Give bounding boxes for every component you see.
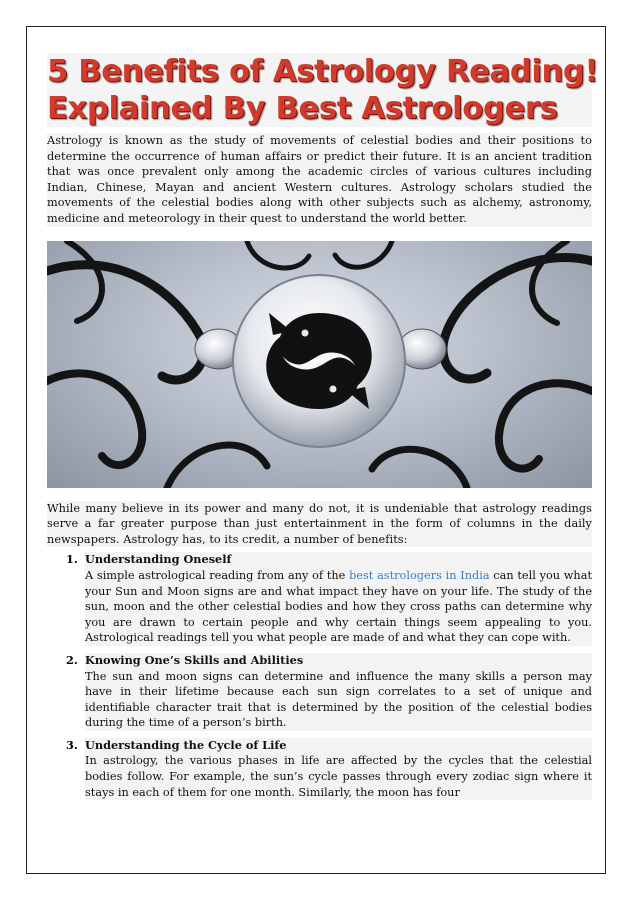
- list-item-title: Understanding Oneself: [85, 552, 592, 568]
- title-line-1: 5 Benefits of Astrology Reading!: [47, 54, 599, 89]
- list-item: [66, 552, 592, 646]
- benefits-list: [47, 552, 592, 800]
- body-text: A simple astrological reading from any of the: [85, 568, 350, 582]
- list-number: 3.: [66, 737, 78, 752]
- list-item-title: Knowing One’s Skills and Abilities: [85, 653, 592, 669]
- list-item-body: In astrology, the various phases in life are affected by the cycles that the celestial bodies follow. For example, the sun’s cycle passes through every zodiac sign where it stays in each of them for one month. Similarly, the moon has four: [85, 754, 592, 799]
- document-title: [47, 53, 599, 127]
- list-number: 2.: [66, 652, 78, 667]
- document-page: [47, 53, 599, 807]
- title-line-2: Explained By Best Astrologers: [47, 91, 558, 126]
- pisces-illustration: [47, 241, 592, 488]
- intro-paragraph: Astrology is known as the study of movements of celestial bodies and their positions to determine the occurrence of human affairs or predict their future. It is an ancient tradition that was once prevalent only among the academic circles of various cultures including Indian, Chinese, Mayan and ancient Western cultures. Astrology scholars studied the movements of the celestial bodies along with other subjects such as alchemy, astronomy, medicine and meteorology in their quest to understand the world better.: [47, 134, 592, 225]
- list-item-body: The sun and moon signs can determine and influence the many skills a person may have in their lifetime because each sun sign correlates to a set of unique and identifiable character trait that is determined by the position of the celestial bodies during the time of a person’s birth.: [85, 669, 592, 730]
- list-item-title: Understanding the Cycle of Life: [85, 738, 592, 754]
- body-text: can tell you what your Sun and Moon signs are and what impact they have on your life. The study of the sun, moon and the other celestial bodies and how they cross paths can determine why you are drawn to certain people and why certain things seem appealing to you. Astrological readings tell you what people are made of and what they can cope with.: [85, 568, 592, 645]
- list-number: 1.: [66, 552, 78, 567]
- pisces-symbol-image: [47, 241, 592, 488]
- list-item-body: [85, 568, 592, 646]
- list-item: [66, 737, 592, 800]
- list-item: [66, 652, 592, 731]
- astrologers-link[interactable]: best astrologers in India: [349, 568, 490, 582]
- body-paragraph: While many believe in its power and many do not, it is undeniable that astrology readings serve a far greater purpose than just entertainment in the form of columns in the daily newspapers. Astrology has, to its credit, a number of benefits:: [47, 501, 592, 546]
